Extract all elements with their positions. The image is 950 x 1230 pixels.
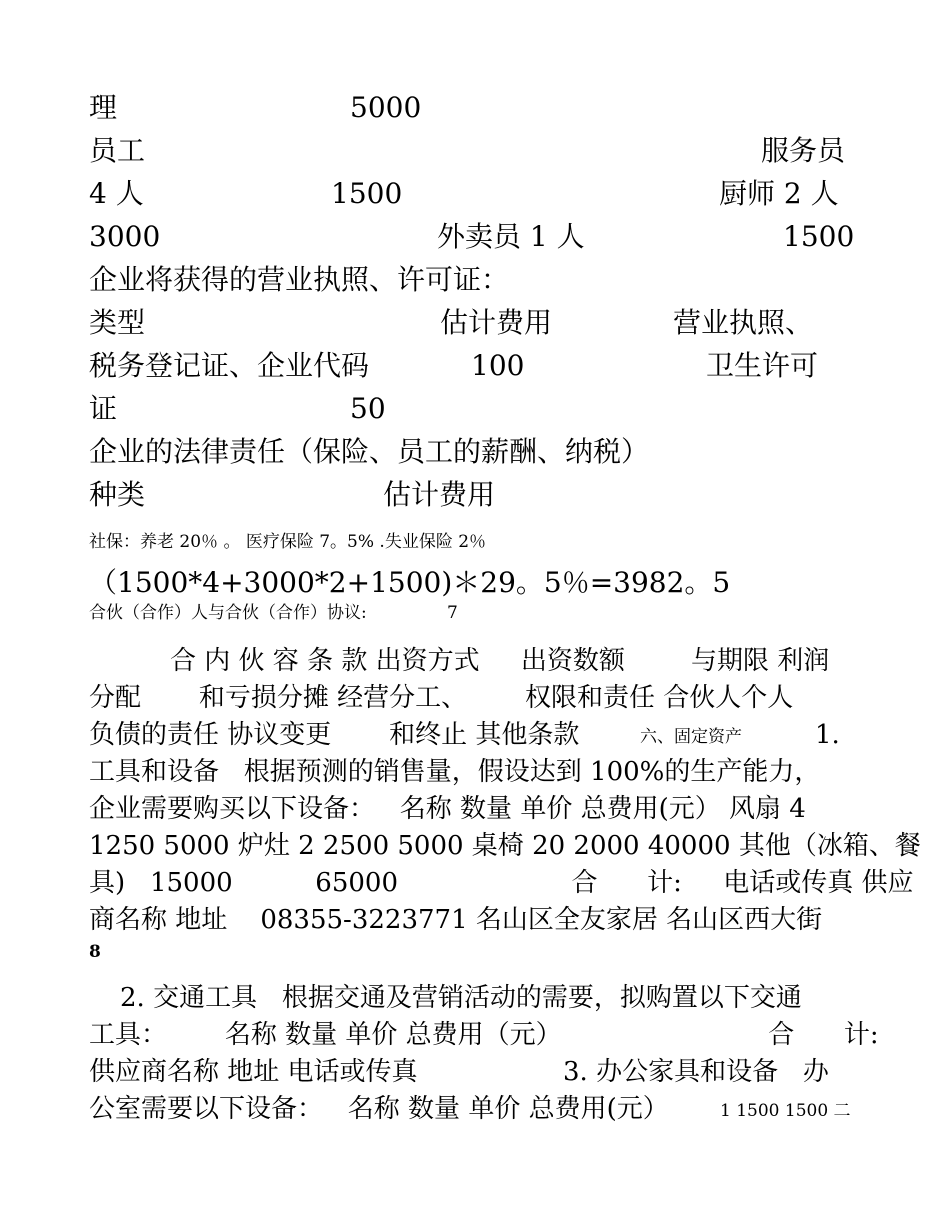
text-line: 100	[471, 349, 525, 382]
text-line: 5000	[350, 91, 422, 124]
paragraph-line: 1250 5000 炉灶 2 2500 5000 桌椅 20 2000 40000 其他（冰箱、餐	[89, 831, 921, 861]
text-line: 企业将获得的营业执照、许可证：	[89, 263, 510, 296]
text-line: 3000	[89, 220, 161, 253]
text-line: 1 1500 1500 二	[720, 1101, 851, 1121]
paragraph-line: 合 内 伙 容 条 款 出资方式 出资数额 与期限 利润	[170, 646, 830, 676]
text-line: 1500	[783, 220, 855, 253]
paragraph-line: 具) 15000 65000 合 计: 电话或传真 供应	[89, 868, 914, 898]
text-line: 服务员	[761, 134, 846, 167]
paragraph-line: 工具和设备 根据预测的销售量，假设达到 100%的生产能力，	[89, 757, 821, 787]
paragraph-line: 商名称 地址 08355-3223771 名山区全友家居 名山区西大街	[89, 905, 823, 935]
text-line: 1500	[331, 177, 403, 210]
paragraph-line: 供应商名称 地址 电话或传真	[89, 1057, 418, 1087]
text-line: 种类	[89, 478, 146, 511]
paragraph-line: 3. 办公家具和设备 办	[563, 1057, 829, 1087]
text-line: 类型	[89, 306, 146, 339]
text-line: 估计费用	[440, 306, 553, 339]
paragraph-line: 工具： 名称 数量 单价 总费用（元） 合 计:	[89, 1020, 879, 1050]
text-line: 证	[89, 392, 118, 425]
text-line: 厨师 2 人	[719, 177, 839, 210]
text-line: 7	[447, 603, 458, 623]
formula-line: （1500*4+3000*2+1500)＊29。5％=3982。5	[89, 566, 731, 599]
paragraph-line: 2. 交通工具 根据交通及营销活动的需要，拟购置以下交通	[120, 983, 802, 1013]
text-line: 估计费用	[383, 478, 496, 511]
paragraph-line: 分配 和亏损分摊 经营分工、 权限和责任 合伙人个人	[89, 683, 794, 713]
text-line: 外卖员 1 人	[437, 220, 585, 253]
text-line: 50	[350, 392, 386, 425]
text-line: 企业的法律责任（保险、员工的薪酬、纳税）	[89, 435, 650, 468]
text-line: 税务登记证、企业代码	[89, 349, 370, 382]
paragraph-line: 负债的责任 协议变更 和终止 其他条款	[89, 720, 580, 750]
text-line: 理	[89, 91, 118, 124]
text-line: 合伙（合作）人与合伙（合作）协议:	[89, 603, 367, 623]
page-number: 8	[89, 942, 101, 962]
text-line: 六、固定资产	[640, 727, 742, 747]
text-line: 卫生许可	[706, 349, 819, 382]
text-line: 社保：养老 20％ 。 医疗保险 7。5% .失业保险 2％	[89, 532, 487, 552]
text-line: 1.	[815, 720, 840, 750]
text-line: 员工	[89, 134, 146, 167]
paragraph-line: 企业需要购买以下设备： 名称 数量 单价 总费用(元） 风扇 4	[89, 794, 806, 824]
text-line: 营业执照、	[673, 306, 814, 339]
paragraph-line: 公室需要以下设备： 名称 数量 单价 总费用(元）	[89, 1094, 669, 1124]
text-line: 4 人	[89, 177, 144, 210]
